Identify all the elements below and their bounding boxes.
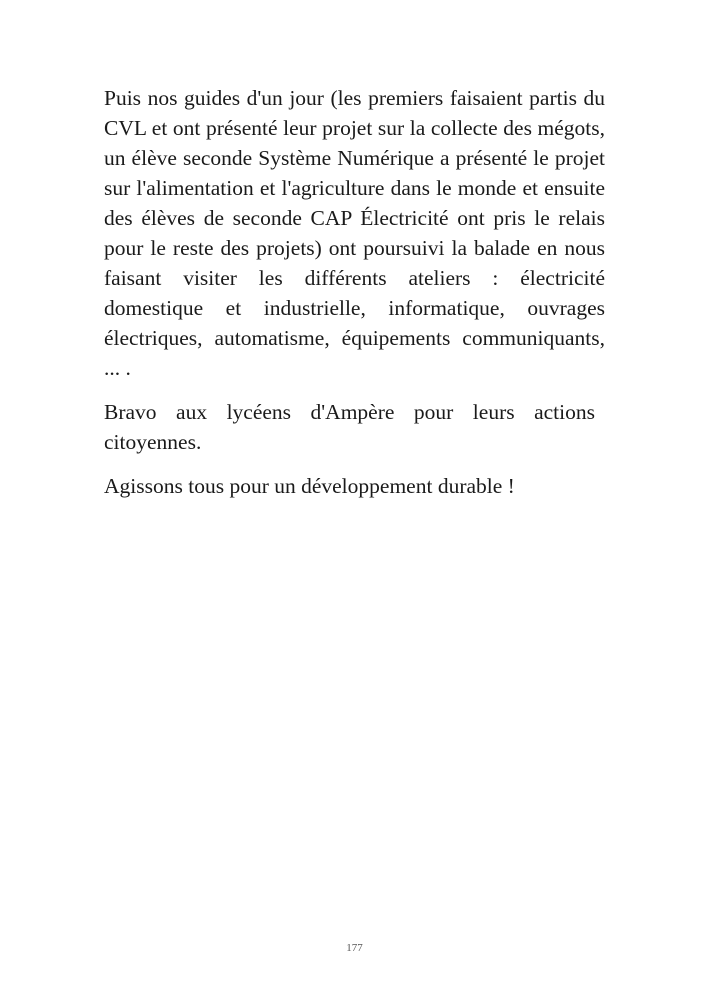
document-body — [104, 83, 605, 501]
paragraph-visit-description: Puis nos guides d'un jour (les premiers faisaient partis du CVL et ont présenté leur projet sur la collecte des mégots, un élève seconde Système Numérique a présenté le projet sur l'alimentation et l'agriculture dans le monde et ensuite des élèves de seconde CAP Électricité ont pris le relais pour le reste des projets) ont poursuivi la balade en nous faisant visiter les différents ateliers : électricité domestique et industrielle, informatique, ouvrages électriques, automatisme, équipements communiquants, ... . — [104, 86, 605, 380]
paragraph-call-to-action: Agissons tous pour un développement durable ! — [104, 474, 515, 498]
paragraph-congratulations: Bravo aux lycéens d'Ampère pour leurs actions citoyennes. — [104, 400, 595, 454]
page-number: 177 — [346, 942, 363, 954]
